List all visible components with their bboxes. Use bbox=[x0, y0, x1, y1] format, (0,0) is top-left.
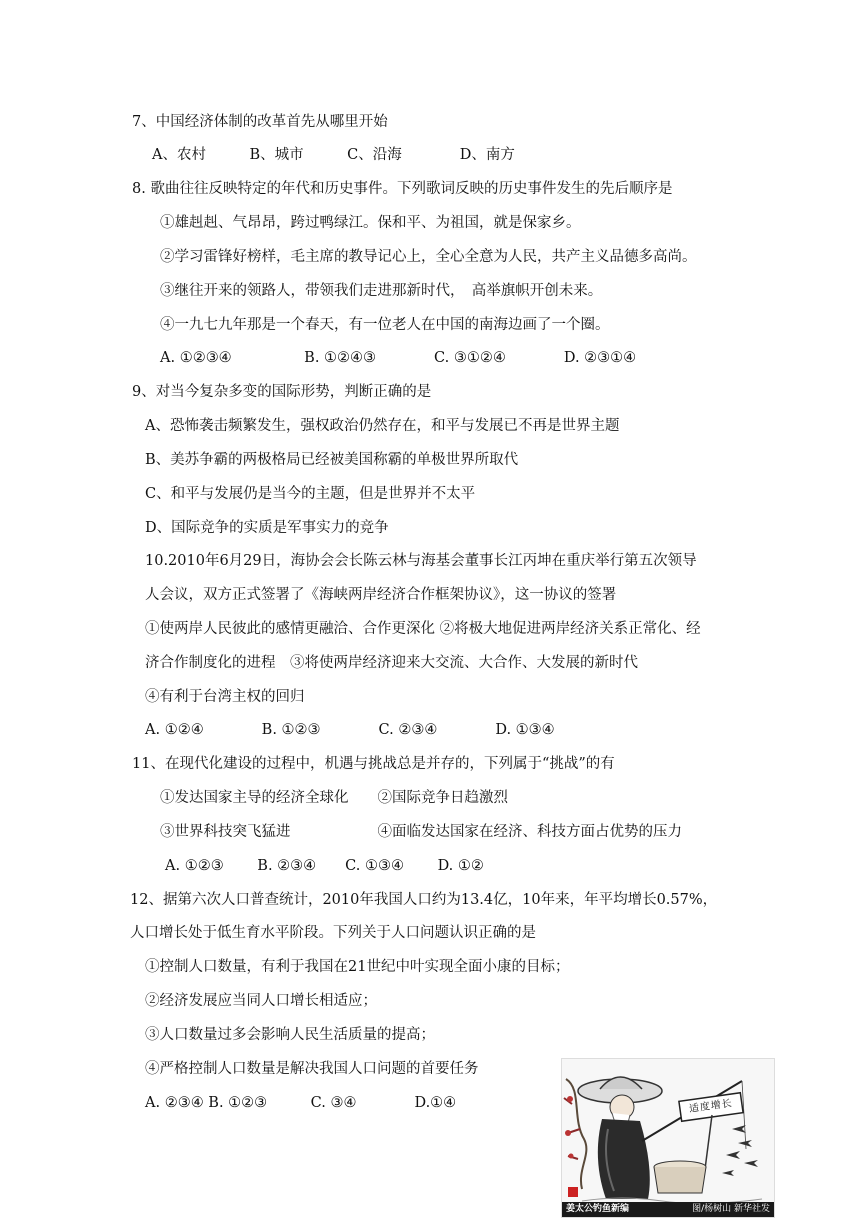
q10-options: A. ①②④ B. ①②③ C. ②③④ D. ①③④ bbox=[145, 722, 555, 738]
q8-item-1: ①雄赳赳、气昂昂，跨过鸭绿江。保和平、为祖国，就是保家乡。 bbox=[160, 215, 581, 231]
cartoon-caption-bar bbox=[562, 1202, 774, 1217]
q11-items-row-2: ③世界科技突飞猛进 ④面临发达国家在经济、科技方面占优势的压力 bbox=[160, 824, 682, 840]
cartoon-caption-title: 姜太公钓鱼新编 bbox=[566, 1204, 630, 1214]
q8-item-4: ④一九七九年那是一个春天，有一位老人在中国的南海边画了一个圈。 bbox=[160, 317, 610, 333]
q10-line-1: 10.2010年6月29日，海协会会长陈云林与海基会董事长江丙坤在重庆举行第五次领导 bbox=[145, 553, 697, 569]
cartoon-sign-text: 适度增长 bbox=[688, 1097, 734, 1116]
q8-options: A. ①②③④ B. ①②④③ C. ③①②④ D. ②③①④ bbox=[160, 350, 637, 366]
q8-item-3: ③继往开来的领路人，带领我们走进那新时代， 高举旗帜开创未来。 bbox=[160, 283, 603, 299]
q12-options: A. ②③④ B. ①②③ C. ③④ D.①④ bbox=[145, 1095, 457, 1111]
q7-stem: 7、中国经济体制的改革首先从哪里开始 bbox=[132, 114, 388, 130]
q10-line-5: ④有利于台湾主权的回归 bbox=[145, 689, 305, 705]
q11-stem: 11、在现代化建设的过程中，机遇与挑战总是并存的，下列属于“挑战”的有 bbox=[132, 756, 615, 772]
q12-item-3: ③人口数量过多会影响人民生活质量的提高； bbox=[145, 1027, 435, 1043]
cartoon-image bbox=[561, 1058, 775, 1218]
q9-option-d: D、国际竞争的实质是军事实力的竞争 bbox=[145, 520, 389, 536]
q12-line-1: 12、据第六次人口普查统计，2010年我国人口约为13.4亿，10年来，年平均增长0.57%， bbox=[130, 892, 718, 908]
q11-options: A. ①②③ B. ②③④ C. ①③④ D. ①② bbox=[165, 858, 484, 874]
q10-line-4: 济合作制度化的进程 ③将使两岸经济迎来大交流、大合作、大发展的新时代 bbox=[145, 655, 638, 671]
q9-option-c: C、和平与发展仍是当今的主题，但是世界并不太平 bbox=[145, 486, 476, 502]
q8-item-2: ②学习雷锋好榜样，毛主席的教导记心上，全心全意为人民，共产主义品德多高尚。 bbox=[160, 249, 697, 265]
q9-stem: 9、对当今复杂多变的国际形势，判断正确的是 bbox=[132, 384, 432, 400]
q10-line-2: 人会议，双方正式签署了《海峡两岸经济合作框架协议》，这一协议的签署 bbox=[145, 587, 617, 603]
cartoon-drawing bbox=[562, 1059, 774, 1217]
q7-options: A、农村 B、城市 C、沿海 D、南方 bbox=[152, 147, 515, 163]
q12-item-1: ①控制人口数量，有利于我国在21世纪中叶实现全面小康的目标； bbox=[145, 959, 570, 975]
q12-item-2: ②经济发展应当同人口增长相适应； bbox=[145, 993, 377, 1009]
q8-stem: 8. 歌曲往往反映特定的年代和历史事件。下列歌词反映的历史事件发生的先后顺序是 bbox=[132, 181, 673, 197]
q9-option-b: B、美苏争霸的两极格局已经被美国称霸的单极世界所取代 bbox=[145, 452, 519, 468]
q12-line-2: 人口增长处于低生育水平阶段。下列关于人口问题认识正确的是 bbox=[130, 925, 536, 941]
q9-option-a: A、恐怖袭击频繁发生，强权政治仍然存在，和平与发展已不再是世界主题 bbox=[145, 418, 620, 434]
cartoon-caption-credit: 图/杨树山 新华社发 bbox=[692, 1204, 770, 1214]
q11-items-row-1: ①发达国家主导的经济全球化 ②国际竞争日趋激烈 bbox=[160, 790, 508, 806]
q12-item-4: ④严格控制人口数量是解决我国人口问题的首要任务 bbox=[145, 1061, 479, 1077]
q10-line-3: ①使两岸人民彼此的感情更融洽、合作更深化 ②将极大地促进两岸经济关系正常化、经 bbox=[145, 621, 701, 637]
